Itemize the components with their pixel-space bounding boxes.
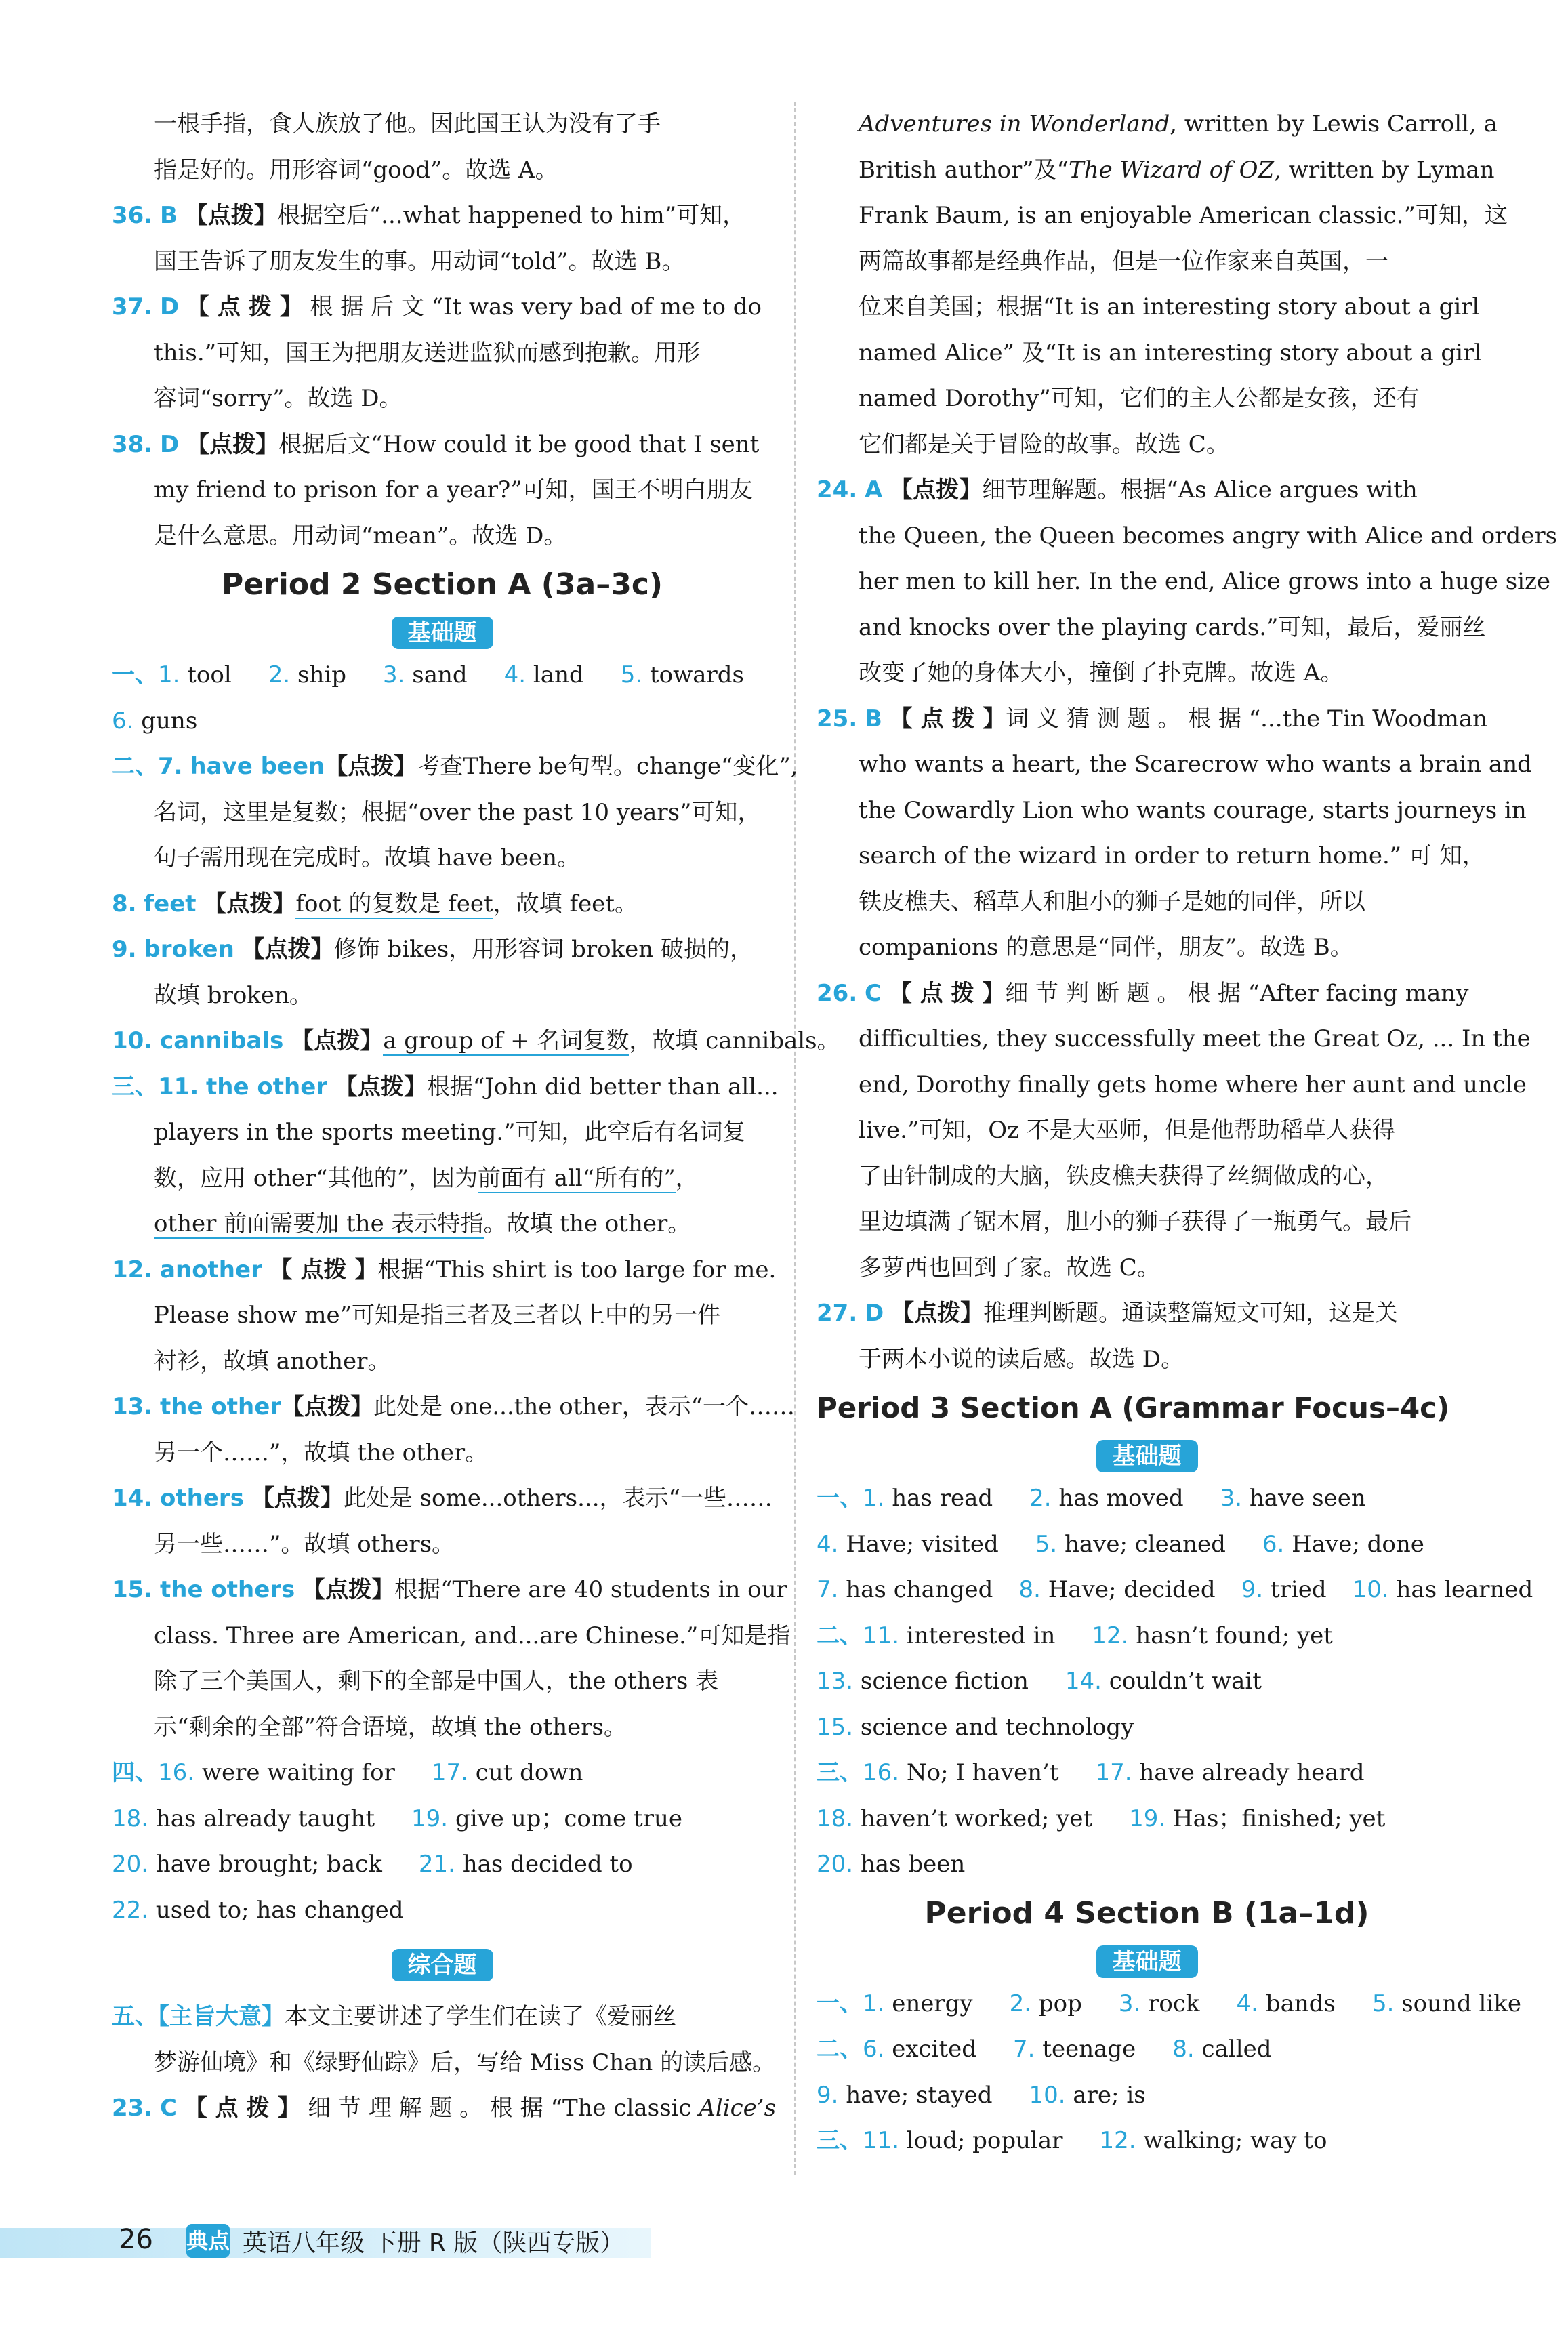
item-number: 20. [112,1851,149,1878]
text-line: 多萝西也回到了家。故选 C。 [859,1254,1160,1281]
item-answer: land [533,661,584,688]
italic-title: Alice’s [699,2095,777,2122]
item-number: 7. [817,1576,839,1603]
text-line [112,1201,772,1248]
hint-tag: 【点拨】 [241,936,334,963]
text-line: 名词，这里是复数；根据“over the past 10 years”可知， [154,798,761,826]
item-number: 17. [1095,1759,1132,1786]
answer-row [112,1842,772,1888]
question-number: 23. [112,2095,153,2122]
item-answer: have already heard [1139,1759,1365,1786]
text-line: my friend to prison for a year?”可知，国王不明白朋友 [154,476,753,503]
explanation: 词 义 猜 测 题 。 根 据 “...the Tin Woodman [1006,705,1488,733]
text-line: 两篇故事都是经典作品，但是一位作家来自英国，一 [859,247,1388,275]
answer-row [817,1750,1477,1796]
text-line: this.”可知，国王为把朋友送进监狱而感到抱歉。用形 [154,339,701,367]
column-divider [794,102,796,2175]
question-13 [112,1384,796,1430]
item-answer: sound like [1401,1990,1521,2017]
item-number: 5. [620,661,643,688]
question-37 [112,285,772,331]
answer-row [817,1981,1521,2027]
item-number: 2. [1029,1485,1052,1512]
item-answer: has moved [1058,1485,1184,1512]
text-line [817,102,1498,148]
answer-row [817,1567,1533,1613]
item-number: 5. [1371,1990,1395,2017]
explanation: 根 据 后 文 “It was very bad of me to do [310,293,762,321]
question-23 [112,2086,777,2132]
explanation: ，故填 feet。 [493,890,638,918]
explanation: ， [675,1164,699,1192]
question-number: 27. [817,1300,858,1327]
text-line: 于两本小说的读后感。故选 D。 [859,1345,1184,1373]
item-answer: cut down [475,1759,583,1786]
question-number: 11. [158,1073,199,1100]
item-answer: have; stayed [846,2081,993,2109]
item-number: 4. [1236,1990,1258,2017]
item-answer: give up；come true [455,1805,682,1832]
item-answer: has read [892,1485,993,1512]
item-answer: towards [650,661,744,688]
text-line: 容词“sorry”。故选 D。 [154,385,403,412]
answer: the other [160,1393,282,1420]
item-answer: has changed [846,1576,993,1603]
underlined-text: other 前面需要加 the 表示特指 [154,1210,484,1237]
answer-row [817,2073,1477,2119]
text-line: the Cowardly Lion who wants courage, starts journeys in [859,796,1527,824]
explanation: 考查There be句型。change“变化”, [417,753,798,780]
answer: B [865,705,882,733]
answer-row [817,1522,1477,1568]
question-number: 13. [112,1393,153,1420]
hint-tag: 【 点 拨 】 [186,293,303,321]
item-number: 3. [1220,1485,1243,1512]
text-line: 示“剩余的全部”符合语境，故填 the others。 [154,1713,627,1741]
item-number: 6. [112,707,134,735]
hint-tag: 【点拨】 [891,1300,984,1327]
section-marker: 二、 [112,753,158,780]
answer-row [817,1842,1477,1888]
item-answer: have; cleaned [1065,1530,1226,1558]
hint-tag: 【点拨】 [186,430,279,458]
item-answer: has decided to [462,1851,633,1878]
hint-tag: 【点拨】 [251,1485,344,1512]
item-answer: science and technology [860,1713,1134,1741]
text-line: search of the wizard in order to return home.” 可 知， [859,842,1485,869]
text-line: who wants a heart, the Scarecrow who wants a brain and [859,751,1532,778]
item-answer: rock [1148,1990,1200,2017]
answer-row [112,1888,772,1934]
explanation: British author”及“ [859,156,1069,184]
text-line: class. Three are American, and...are Chinese.”可知是指 [154,1622,791,1649]
answer-row [817,1705,1477,1751]
question-number: 9. [112,936,137,963]
explanation: 根据后文“How could it be good that I sent [278,430,760,458]
item-number: 1. [863,1990,885,2017]
item-answer: hasn’t found; yet [1136,1622,1333,1649]
hint-tag: 【点拨】 [203,890,296,918]
explanation: 修饰 bikes，用形容词 broken 破损的， [333,936,753,963]
underlined-text: foot 的复数是 feet [295,890,493,918]
item-answer: walking; way to [1143,2127,1327,2154]
explanation: 细 节 判 断 题 。 根 据 “After facing many [1005,979,1469,1007]
item-number: 16. [863,1759,900,1786]
section-marker: 三、 [112,1073,158,1100]
explanation: , written by Lyman [1274,156,1495,184]
answer-row [817,1659,1477,1705]
page-number: 26 [119,2224,153,2255]
answer: C [160,2095,177,2122]
question-14 [112,1476,772,1522]
section-marker: 三、 [817,2127,863,2154]
answer-row [817,2027,1477,2073]
item-number: 12. [1092,1622,1129,1649]
answer: A [865,476,883,503]
item-number: 5. [1035,1530,1058,1558]
item-number: 18. [817,1805,854,1832]
answer: cannibals [160,1027,284,1054]
question-27 [817,1291,1477,1337]
text-line: 除了三个美国人，剩下的全部是中国人，the others 表 [154,1668,719,1695]
question-15 [112,1567,787,1613]
explanation: 根据“This shirt is too large for me. [377,1256,777,1283]
hint-tag: 【点拨】 [291,1027,384,1054]
text-line: live.”可知，Oz 不是大巫师，但是他帮助稻草人获得 [859,1117,1395,1144]
item-number: 4. [817,1530,839,1558]
explanation: 。故填 the other。 [483,1210,691,1237]
item-number: 2. [1009,1990,1032,2017]
text-line: 铁皮樵夫、稻草人和胆小的狮子是她的同伴，所以 [859,888,1365,915]
text-line: difficulties, they successfully meet the Great Oz, ... In the [859,1025,1531,1052]
text-line: 梦游仙境》和《绿野仙踪》后，写给 Miss Chan 的读后感。 [154,2048,776,2076]
question-number: 24. [817,476,858,503]
section-marker: 三、 [817,1759,863,1786]
item-answer: has already taught [155,1805,375,1832]
text-line: 位来自美国；根据“It is an interesting story about a girl [859,293,1480,321]
text-line: 另一些……”。故填 others。 [154,1530,455,1558]
item-answer: used to; has changed [155,1896,404,1924]
item-answer: have seen [1249,1485,1366,1512]
item-number: 12. [1099,2127,1136,2154]
answer: the other [206,1073,328,1100]
summary [112,1994,772,2040]
item-number: 20. [817,1851,854,1878]
text-line: end, Dorothy finally gets home where her aunt and uncle [859,1071,1527,1098]
item-answer: are; is [1073,2081,1146,2109]
hint-tag: 【点拨】 [890,476,983,503]
question-25 [817,697,1488,743]
explanation: 细 节 理 解 题 。 根 据 “The classic [308,2095,692,2122]
answer: D [160,430,180,458]
explanation: 此处是 one...the other，表示“一个…… [373,1393,796,1420]
question-9 [112,927,772,973]
item-answer: science fiction [860,1668,1029,1695]
level-badge: 基础题 [392,617,493,649]
answer: have been [190,753,325,780]
item-answer: pop [1038,1990,1082,2017]
right-column [817,102,1558,2164]
text-line [112,1156,772,1202]
brand-logo-icon: 典点 [186,2224,230,2258]
answer: C [865,979,882,1007]
italic-title: The Wizard of OZ [1069,156,1275,184]
question-number: 38. [112,430,153,458]
answer: others [160,1485,244,1512]
question-number: 15. [112,1576,153,1603]
item-answer: called [1201,2036,1272,2063]
item-answer: Have; done [1292,1530,1424,1558]
item-number: 9. [817,2081,839,2109]
section-heading: Period 2 Section A (3a–3c) [221,567,663,602]
item-number: 19. [411,1805,449,1832]
item-number: 2. [268,661,291,688]
answer: feet [144,890,197,918]
item-number: 17. [431,1759,468,1786]
item-number: 4. [503,661,527,688]
item-number: 13. [817,1668,854,1695]
text-line: 指是好的。用形容词“good”。故选 A。 [154,156,558,184]
item-answer: were waiting for [201,1759,395,1786]
explanation: 推理判断题。通读整篇短文可知，这是关 [983,1300,1399,1327]
answer: B [160,202,178,229]
explanation: 根据“There are 40 students in our [394,1576,787,1603]
text-line: 里边填满了锯木屑，胆小的狮子获得了一瓶勇气。最后 [859,1208,1411,1235]
question-11 [112,1065,779,1111]
answer-row [112,1796,772,1842]
item-answer: bands [1265,1990,1336,2017]
text-line: 故填 broken。 [154,981,312,1009]
item-answer: interested in [906,1622,1056,1649]
answer-row [112,1750,772,1796]
section-marker: 二、 [817,1622,863,1649]
answer-row [817,1796,1477,1842]
underlined-text: 前面有 all“所有的” [477,1164,676,1192]
text-line: 它们都是关于冒险的故事。故选 C。 [859,430,1229,458]
level-badge: 综合题 [392,1949,493,1981]
hint-tag: 【 点 拨 】 [888,979,1006,1007]
answer-row [112,653,772,699]
hint-tag: 【主旨大意】 [158,2003,285,2030]
explanation: 根据空后“...what happened to him”可知， [276,202,746,229]
answer: D [865,1300,884,1327]
level-badge: 基础题 [1096,1440,1198,1472]
item-number: 11. [863,2127,900,2154]
explanation: 根据“John did better than all... [426,1073,779,1100]
item-number: 7. [1013,2036,1035,2063]
text-line: named Alice” 及“It is an interesting story about a girl [859,339,1482,367]
page-footer [0,2221,1568,2262]
question-number: 37. [112,293,153,321]
question-24 [817,468,1477,514]
answer-row [817,2118,1477,2164]
item-number: 15. [817,1713,854,1741]
item-answer: guns [141,707,198,735]
badge-row [112,1933,772,1994]
item-number: 10. [1029,2081,1066,2109]
item-number: 18. [112,1805,149,1832]
item-number: 6. [863,2036,885,2063]
explanation: 细节理解题。根据“As Alice argues with [982,476,1418,503]
section-marker: 五、 [112,2003,158,2030]
explanation: ，故填 cannibals。 [629,1027,840,1054]
item-number: 22. [112,1896,149,1924]
item-number: 8. [1018,1576,1041,1603]
text-line: 衬衫，故填 another。 [154,1347,391,1375]
question-number: 8. [112,890,137,918]
text-line: 一根手指，食人族放了他。因此国王认为没有了手 [154,110,661,138]
hint-tag: 【点拨】 [325,753,417,780]
answer: the others [160,1576,295,1603]
hint-tag: 【 点 拨 】 [889,705,1006,733]
item-answer: No; I haven’t [906,1759,1059,1786]
item-number: 1. [863,1485,885,1512]
hint-tag: 【点拨】 [281,1393,374,1420]
question-8 [112,882,772,928]
book-title: 英语八年级 下册 R 版（陕西专版） [243,2229,625,2257]
answer-row [817,1613,1477,1660]
section-marker: 一、 [112,661,158,688]
question-10 [112,1018,840,1065]
question-7 [112,744,798,790]
section-marker: 四、 [112,1759,158,1786]
question-number: 25. [817,705,858,733]
question-36 [112,193,772,239]
item-answer: Have; visited [846,1530,999,1558]
hint-tag: 【点拨】 [184,202,277,229]
text-line: and knocks over the playing cards.”可知，最后，爱丽丝 [859,613,1486,641]
item-answer: tried [1270,1576,1327,1603]
question-number: 14. [112,1485,153,1512]
explanation: 数，应用 other“其他的”，因为 [154,1164,478,1192]
item-number: 16. [158,1759,195,1786]
section-marker: 二、 [817,2036,863,2063]
question-number: 12. [112,1256,153,1283]
item-answer: teenage [1042,2036,1136,2063]
item-number: 11. [863,1622,900,1649]
item-number: 14. [1065,1668,1102,1695]
item-answer: has been [860,1851,966,1878]
hint-tag: 【点拨】 [302,1576,395,1603]
item-answer: loud; popular [906,2127,1063,2154]
item-answer: energy [892,1990,973,2017]
item-number: 21. [418,1851,455,1878]
item-number: 3. [1118,1990,1141,2017]
question-12 [112,1248,777,1294]
text-line [817,148,1495,194]
answer: another [160,1256,262,1283]
text-line: the Queen, the Queen becomes angry with Alice and orders [859,522,1558,550]
question-26 [817,971,1477,1017]
badge-row [817,1434,1477,1476]
explanation: 本文主要讲述了学生们在读了《爱丽丝 [285,2003,676,2030]
question-number: 36. [112,202,153,229]
question-number: 26. [817,979,858,1007]
text-line: Frank Baum, is an enjoyable American classic.”可知，这 [859,202,1508,229]
answer-row [817,1476,1477,1522]
item-number: 9. [1241,1576,1264,1603]
text-line: players in the sports meeting.”可知，此空后有名词复 [154,1119,746,1146]
item-number: 3. [383,661,405,688]
question-38 [112,422,772,468]
hint-tag: 【 点拨 】 [269,1256,378,1283]
hint-tag: 【 点 拨 】 [184,2095,301,2122]
item-number: 19. [1129,1805,1166,1832]
item-answer: have brought; back [155,1851,382,1878]
section-marker: 一、 [817,1990,863,2017]
item-number: 1. [158,661,180,688]
underlined-text: a group of + 名词复数 [383,1027,630,1054]
item-answer: Have; decided [1048,1576,1216,1603]
text-line: her men to kill her. In the end, Alice grows into a huge size [859,568,1551,595]
explanation: , written by Lewis Carroll, a [1170,110,1498,138]
question-number: 10. [112,1027,153,1054]
badge-row [817,1939,1477,1981]
explanation: 此处是 some...others...，表示“一些…… [343,1485,772,1512]
text-line: companions 的意思是“同伴，朋友”。故选 B。 [859,934,1353,961]
question-number: 7. [158,753,183,780]
item-number: 6. [1262,1530,1285,1558]
text-line: 句子需用现在完成时。故填 have been。 [154,844,581,871]
text-line: 了由针制成的大脑，铁皮樵夫获得了丝绸做成的心， [859,1162,1388,1190]
answer: broken [144,936,234,963]
item-number: 8. [1172,2036,1195,2063]
level-badge: 基础题 [1096,1945,1198,1978]
item-answer: excited [892,2036,977,2063]
answer-row [112,699,772,745]
item-answer: Has；finished; yet [1173,1805,1386,1832]
section-heading: Period 3 Section A (Grammar Focus–4c) [817,1391,1450,1424]
badge-row [112,611,772,653]
item-answer: has learned [1396,1576,1533,1603]
item-number: 10. [1352,1576,1389,1603]
answer: D [160,293,180,321]
item-answer: sand [412,661,468,688]
hint-tag: 【点拨】 [334,1073,427,1100]
item-answer: haven’t worked; yet [860,1805,1093,1832]
item-answer: couldn’t wait [1109,1668,1262,1695]
text-line: 国王告诉了朋友发生的事。用动词“told”。故选 B。 [154,247,685,275]
text-line: named Dorothy”可知，它们的主人公都是女孩，还有 [859,385,1420,412]
item-answer: ship [297,661,346,688]
italic-title: Adventures in Wonderland [859,110,1170,138]
text-line: Please show me”可知是指三者及三者以上中的另一件 [154,1302,720,1329]
text-line: 是什么意思。用动词“mean”。故选 D。 [154,522,567,550]
text-line: 改变了她的身体大小，撞倒了扑克牌。故选 A。 [859,659,1344,686]
section-heading: Period 4 Section B (1a–1d) [924,1895,1369,1931]
section-marker: 一、 [817,1485,863,1512]
text-line: 另一个……”，故填 the other。 [154,1439,489,1466]
item-answer: tool [187,661,232,688]
